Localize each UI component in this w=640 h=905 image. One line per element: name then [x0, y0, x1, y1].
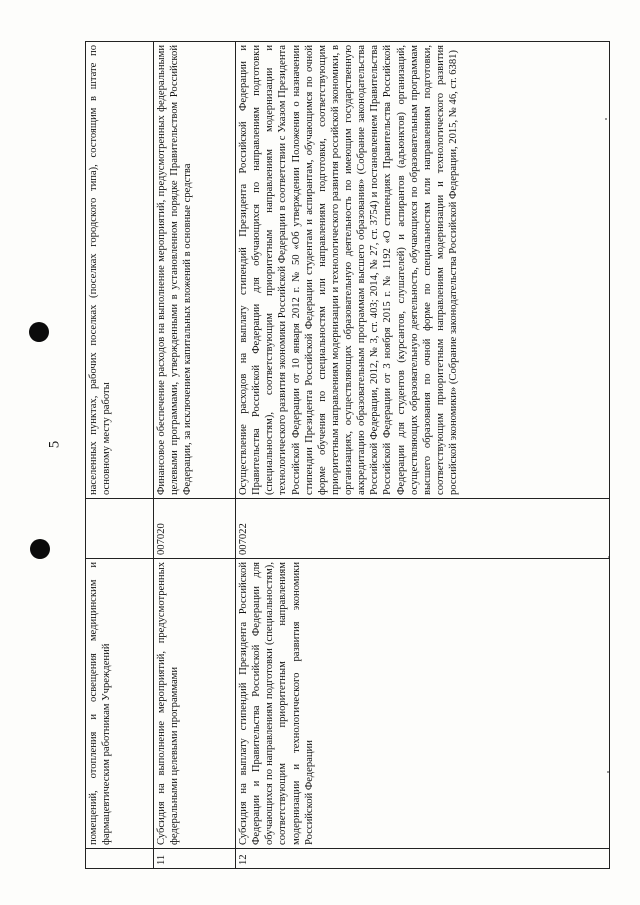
- page-number: 5: [46, 440, 63, 449]
- subsidy-code: 007020: [154, 499, 236, 559]
- subsidy-table: [85, 41, 610, 869]
- table-row: [236, 42, 610, 869]
- subsidy-code: [86, 499, 154, 559]
- row-number: [86, 849, 154, 869]
- subsidy-description: Осуществление расходов на выплату стипендий Президента Российской Федерации и Правительства Российской Федерации для обучающихся по направлениям подготовки (специальностям), соответствующим приоритетным направлениям модернизации и технологического развития экономики Российской Федерации в соответствии с Указом Президента Российской Федерации от 10 января 2012 г. № 50 «Об утверждении Положения о назначении стипендии Президента Российской Федерации студентам и аспирантам, обучающимся по очной форме обучения по специальностям или направлениям подготовки, соответствующим приоритетным направлениям модернизации и технологического развития российской экономики, в организациях, осуществляющих образовательную деятельность по имеющим государственную аккредитацию образовательным программам высшего образования» (Собрание законодательства Российской Федерации, 2012, № 3, ст. 403; 2014, № 27, ст. 3754) и постановлением Правительства Российской Федерации от 3 ноября 2015 г. № 1192 «О стипендиях Правительства Российской Федерации для студентов (курсантов, слушателей) и аспирантов (адъюнктов) организаций, осуществляющих образовательную деятельность, обучающихся по образовательным программам высшего образования по очной форме по специальностям или направлениям подготовки, соответствующим приоритетным направлениям модернизации и технологического развития российской экономики» (Собрание законодательства Российской Федерации, 2015, № 46, ст. 6381): [236, 42, 610, 499]
- punch-hole-top: [29, 322, 49, 342]
- table-row: [154, 42, 236, 869]
- table-row: [86, 42, 154, 869]
- row-number: 12: [236, 849, 610, 869]
- subsidy-name: Субсидия на выплату стипендий Президента Российской Федерации и Правительства Российской Федерации для обучающихся по направлениям подготовки (специальностям), соответствующим приоритетным направлениям модернизации и технологического развития экономики Российской Федерации: [236, 559, 610, 849]
- rotated-table-wrapper: [85, 42, 609, 869]
- subsidy-code: 007022: [236, 499, 610, 559]
- subsidy-description: населенных пунктах, рабочих поселках (поселках городского типа), состоящим в штате по основному месту работы: [86, 42, 154, 499]
- row-number: 11: [154, 849, 236, 869]
- subsidy-description: Финансовое обеспечение расходов на выполнение мероприятий, предусмотренных федеральными целевыми программами, утвержденными в установленном порядке Правительством Российской Федерации, за исключением капитальных вложений в основные средства: [154, 42, 236, 499]
- subsidy-name: помещений, отопления и освещения медицинским и фармацевтическим работникам Учреждений: [86, 559, 154, 849]
- subsidy-name: Субсидия на выполнение мероприятий, предусмотренных федеральными целевыми программами: [154, 559, 236, 849]
- punch-hole-bottom: [30, 539, 50, 559]
